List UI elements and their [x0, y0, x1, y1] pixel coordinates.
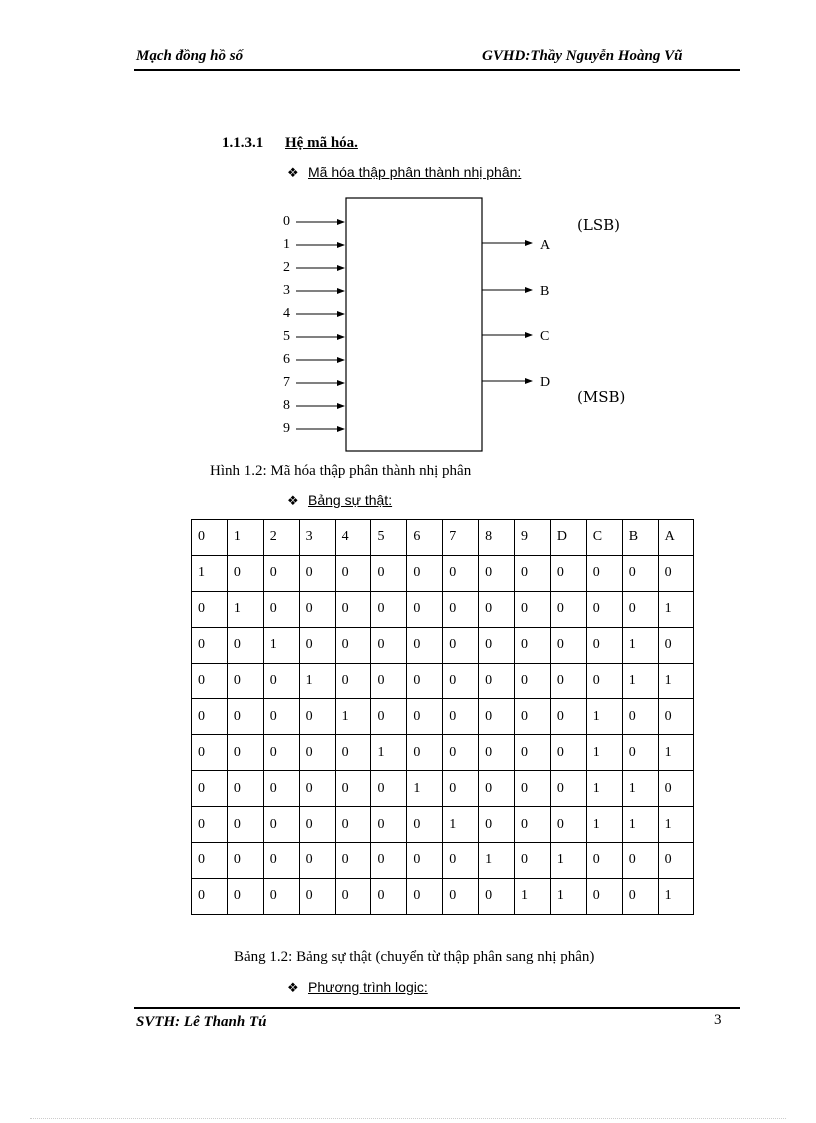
table-cell: 0 — [550, 591, 586, 627]
table-cell: 0 — [335, 878, 371, 914]
table-row-4 — [192, 699, 694, 735]
table-row-9 — [192, 878, 694, 914]
table-header-cell: A — [658, 520, 694, 556]
table-cell: 0 — [371, 663, 407, 699]
table-cell: 0 — [443, 591, 479, 627]
table-cell: 0 — [515, 807, 551, 843]
output-label-c: C — [540, 329, 550, 344]
table-cell: 0 — [192, 878, 228, 914]
table-cell: 0 — [407, 627, 443, 663]
table-cell: 1 — [622, 807, 658, 843]
output-label-d: D — [540, 375, 551, 390]
table-cell: 0 — [658, 555, 694, 591]
table-cell: 0 — [515, 627, 551, 663]
table-row-8 — [192, 843, 694, 879]
table-cell: 0 — [550, 807, 586, 843]
table-cell: 0 — [443, 771, 479, 807]
table-cell: 0 — [658, 843, 694, 879]
table-cell: 1 — [550, 878, 586, 914]
table-cell: 1 — [443, 807, 479, 843]
table-cell: 0 — [299, 878, 335, 914]
table-row-5 — [192, 735, 694, 771]
table-cell: 0 — [479, 771, 515, 807]
table-header-cell: 6 — [407, 520, 443, 556]
truth-table — [191, 519, 694, 915]
table-cell: 0 — [622, 591, 658, 627]
table-cell: 0 — [479, 735, 515, 771]
table-header-cell: 9 — [515, 520, 551, 556]
table-cell: 0 — [515, 555, 551, 591]
table-cell: 0 — [407, 663, 443, 699]
table-cell: 0 — [371, 627, 407, 663]
table-cell: 0 — [443, 878, 479, 914]
bullet-diamond-icon: ❖ — [287, 980, 299, 995]
table-cell: 0 — [192, 771, 228, 807]
table-cell: 0 — [443, 699, 479, 735]
encoder-block — [346, 198, 482, 451]
page-number: 3 — [714, 1012, 722, 1028]
table-cell: 1 — [658, 591, 694, 627]
table-cell: 0 — [263, 555, 299, 591]
table-cell: 1 — [479, 843, 515, 879]
table-cell: 0 — [192, 807, 228, 843]
table-cell: 0 — [227, 699, 263, 735]
table-cell: 0 — [227, 843, 263, 879]
table-cell: 0 — [227, 627, 263, 663]
table-cell: 0 — [263, 807, 299, 843]
table-cell: 0 — [622, 699, 658, 735]
table-cell: 0 — [550, 771, 586, 807]
table-cell: 1 — [586, 807, 622, 843]
table-cell: 0 — [443, 735, 479, 771]
table-cell: 0 — [335, 555, 371, 591]
table-cell: 1 — [658, 663, 694, 699]
bullet-diamond-icon: ❖ — [287, 165, 299, 180]
figure-caption: Hình 1.2: Mã hóa thập phân thành nhị phân — [210, 463, 472, 479]
table-cell: 0 — [371, 843, 407, 879]
table-cell: 0 — [550, 663, 586, 699]
header-advisor: GVHD:Thầy Nguyễn Hoàng Vũ — [482, 48, 683, 64]
input-labels — [283, 210, 289, 442]
table-cell: 1 — [622, 771, 658, 807]
table-cell: 0 — [299, 591, 335, 627]
table-cell: 1 — [658, 878, 694, 914]
table-row-0 — [192, 555, 694, 591]
table-cell: 0 — [227, 771, 263, 807]
table-cell: 0 — [371, 699, 407, 735]
table-cell: 0 — [515, 663, 551, 699]
table-cell: 0 — [479, 663, 515, 699]
table-cell: 0 — [550, 735, 586, 771]
input-label-9: 9 — [283, 421, 290, 436]
table-cell: 1 — [227, 591, 263, 627]
table-header-cell: 4 — [335, 520, 371, 556]
table-header-row — [192, 520, 694, 556]
table-cell: 0 — [586, 627, 622, 663]
table-header-cell: B — [622, 520, 658, 556]
table-cell: 0 — [586, 663, 622, 699]
table-cell: 1 — [263, 627, 299, 663]
table-cell: 1 — [622, 627, 658, 663]
bullet-encoder-heading: Mã hóa thập phân thành nhị phân: — [308, 164, 522, 180]
msb-label: (MSB) — [577, 388, 626, 406]
table-cell: 1 — [192, 555, 228, 591]
table-header-cell: 8 — [479, 520, 515, 556]
table-row-6 — [192, 771, 694, 807]
table-cell: 0 — [550, 627, 586, 663]
table-cell: 0 — [299, 555, 335, 591]
table-row-1 — [192, 591, 694, 627]
table-cell: 0 — [371, 807, 407, 843]
table-cell: 0 — [550, 699, 586, 735]
table-header-cell: 0 — [192, 520, 228, 556]
table-cell: 0 — [515, 699, 551, 735]
table-cell: 0 — [335, 771, 371, 807]
table-cell: 0 — [443, 555, 479, 591]
table-cell: 0 — [479, 878, 515, 914]
table-cell: 0 — [622, 878, 658, 914]
input-arrows — [296, 222, 344, 429]
table-cell: 1 — [658, 735, 694, 771]
table-cell: 0 — [227, 735, 263, 771]
table-cell: 0 — [443, 663, 479, 699]
bullet-truth-table-heading: Bảng sự thật: — [308, 492, 393, 508]
header-doc-title: Mạch đồng hồ số — [136, 48, 244, 64]
table-cell: 0 — [263, 591, 299, 627]
table-cell: 0 — [263, 771, 299, 807]
table-cell: 0 — [371, 591, 407, 627]
table-cell: 0 — [443, 627, 479, 663]
table-cell: 0 — [586, 591, 622, 627]
table-cell: 0 — [407, 591, 443, 627]
table-cell: 0 — [335, 735, 371, 771]
table-cell: 1 — [586, 771, 622, 807]
table-cell: 0 — [658, 771, 694, 807]
table-cell: 0 — [227, 878, 263, 914]
input-label-4: 4 — [283, 306, 290, 321]
table-cell: 0 — [192, 591, 228, 627]
table-cell: 0 — [299, 735, 335, 771]
input-label-6: 6 — [283, 352, 290, 367]
table-cell: 0 — [622, 555, 658, 591]
output-labels — [540, 234, 551, 402]
table-cell: 0 — [586, 843, 622, 879]
table-caption: Bảng 1.2: Bảng sự thật (chuyển từ thập phân sang nhị phân) — [234, 949, 595, 965]
table-cell: 0 — [479, 591, 515, 627]
table-cell: 0 — [586, 878, 622, 914]
table-cell: 0 — [335, 843, 371, 879]
input-label-7: 7 — [283, 375, 290, 390]
table-cell: 0 — [335, 807, 371, 843]
input-label-0: 0 — [283, 214, 290, 229]
table-cell: 0 — [622, 843, 658, 879]
table-cell: 0 — [443, 843, 479, 879]
table-cell: 0 — [335, 663, 371, 699]
lsb-label: (LSB) — [577, 216, 620, 234]
table-cell: 0 — [407, 843, 443, 879]
table-cell: 0 — [479, 627, 515, 663]
table-cell: 1 — [658, 807, 694, 843]
encoder-diagram — [0, 0, 816, 470]
table-cell: 0 — [263, 663, 299, 699]
bullet-logic-equation-heading: Phương trình logic: — [308, 979, 428, 995]
table-cell: 0 — [263, 735, 299, 771]
table-cell: 0 — [227, 807, 263, 843]
table-cell: 1 — [586, 699, 622, 735]
table-cell: 1 — [299, 663, 335, 699]
table-cell: 0 — [622, 735, 658, 771]
table-cell: 0 — [192, 843, 228, 879]
table-cell: 0 — [299, 699, 335, 735]
table-header-cell: 3 — [299, 520, 335, 556]
input-label-2: 2 — [283, 260, 290, 275]
table-cell: 0 — [299, 771, 335, 807]
table-cell: 0 — [192, 735, 228, 771]
input-label-1: 1 — [283, 237, 290, 252]
table-row-7 — [192, 807, 694, 843]
section-title: Hệ mã hóa. — [285, 135, 358, 151]
table-cell: 0 — [407, 878, 443, 914]
table-header-cell: D — [550, 520, 586, 556]
table-cell: 1 — [550, 843, 586, 879]
table-cell: 0 — [407, 807, 443, 843]
table-cell: 0 — [479, 555, 515, 591]
footer-student: SVTH: Lê Thanh Tú — [136, 1014, 267, 1030]
table-cell: 0 — [299, 627, 335, 663]
output-arrows — [482, 243, 532, 381]
table-cell: 0 — [227, 663, 263, 699]
table-cell: 1 — [371, 735, 407, 771]
table-cell: 1 — [622, 663, 658, 699]
table-cell: 1 — [586, 735, 622, 771]
table-cell: 0 — [335, 591, 371, 627]
table-cell: 0 — [227, 555, 263, 591]
table-cell: 0 — [658, 699, 694, 735]
table-cell: 0 — [407, 699, 443, 735]
output-label-a: A — [540, 238, 551, 253]
table-cell: 0 — [479, 807, 515, 843]
output-label-b: B — [540, 284, 550, 299]
table-row-2 — [192, 627, 694, 663]
table-header-cell: 5 — [371, 520, 407, 556]
table-cell: 0 — [299, 843, 335, 879]
input-label-5: 5 — [283, 329, 290, 344]
table-cell: 0 — [371, 771, 407, 807]
table-header-cell: 1 — [227, 520, 263, 556]
table-cell: 1 — [515, 878, 551, 914]
table-cell: 0 — [263, 878, 299, 914]
table-cell: 1 — [335, 699, 371, 735]
table-header-cell: C — [586, 520, 622, 556]
table-cell: 0 — [550, 555, 586, 591]
table-cell: 0 — [192, 627, 228, 663]
page-bottom-border — [30, 1118, 786, 1119]
table-cell: 0 — [658, 627, 694, 663]
table-cell: 0 — [515, 843, 551, 879]
table-cell: 1 — [407, 771, 443, 807]
table-cell: 0 — [263, 843, 299, 879]
table-cell: 0 — [335, 627, 371, 663]
table-cell: 0 — [515, 735, 551, 771]
section-number: 1.1.3.1 — [222, 135, 264, 151]
input-label-8: 8 — [283, 398, 290, 413]
table-header-cell: 7 — [443, 520, 479, 556]
table-cell: 0 — [407, 735, 443, 771]
table-cell: 0 — [515, 591, 551, 627]
footer-rule — [134, 1007, 740, 1009]
table-header-cell: 2 — [263, 520, 299, 556]
table-cell: 0 — [479, 699, 515, 735]
table-cell: 0 — [371, 555, 407, 591]
table-cell: 0 — [263, 699, 299, 735]
bullet-diamond-icon: ❖ — [287, 493, 299, 508]
table-cell: 0 — [515, 771, 551, 807]
table-cell: 0 — [371, 878, 407, 914]
table-cell: 0 — [586, 555, 622, 591]
table-row-3 — [192, 663, 694, 699]
table-cell: 0 — [192, 699, 228, 735]
table-cell: 0 — [299, 807, 335, 843]
input-label-3: 3 — [283, 283, 290, 298]
table-cell: 0 — [192, 663, 228, 699]
table-cell: 0 — [407, 555, 443, 591]
